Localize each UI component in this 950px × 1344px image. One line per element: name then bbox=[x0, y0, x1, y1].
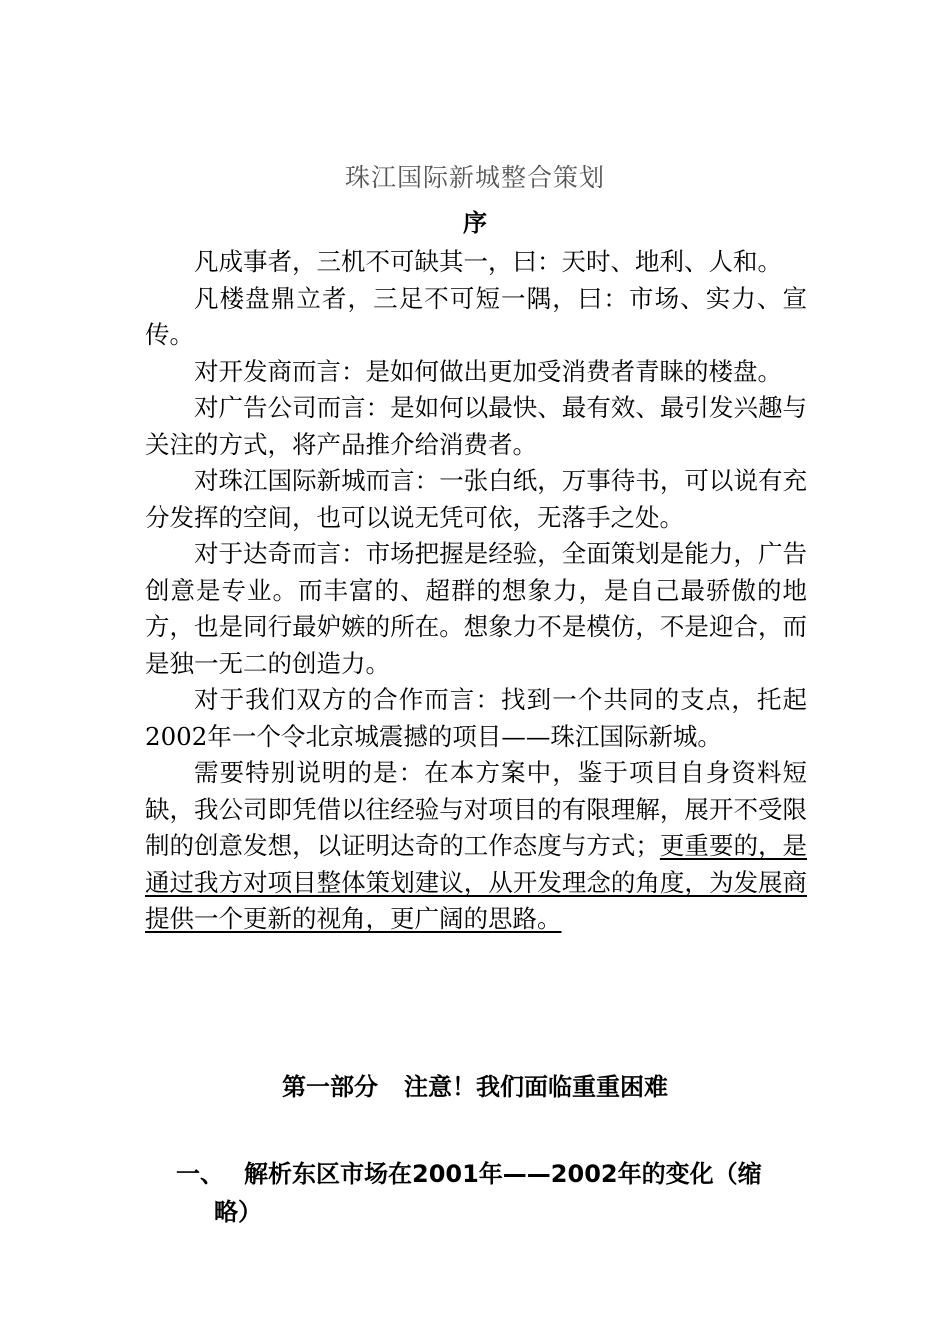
underlined-emphasis-text: 更重要的，是通过我方对项目整体策划建议，从开发理念的角度，为发展商提供一个更新的视角，更广阔的思路。 bbox=[145, 831, 808, 933]
paragraph: 凡楼盘鼎立者，三足不可短一隅，曰：市场、实力、宣传。 bbox=[145, 283, 807, 349]
closing-paragraph bbox=[145, 755, 807, 938]
part-heading-title: 注意！我们面临重重困难 bbox=[404, 1073, 668, 1101]
paragraph: 对于达奇而言：市场把握是经验，全面策划是能力，广告创意是专业。而丰富的、超群的想象力，是自己最骄傲的地方，也是同行最妒嫉的所在。想象力不是模仿，不是迎合，而是独一无二的创造力。 bbox=[145, 539, 807, 678]
preface-heading: 序 bbox=[463, 209, 487, 237]
paragraph: 对开发商而言：是如何做出更加受消费者青睐的楼盘。 bbox=[194, 356, 782, 386]
section-title-line1: 解析东区市场在2001年——2002年的变化（缩 bbox=[244, 1160, 762, 1188]
paragraph: 对于我们双方的合作而言：找到一个共同的支点，托起2002年一个令北京城震撼的项目——珠江国际新城。 bbox=[145, 685, 807, 751]
paragraph: 凡成事者，三机不可缺其一，曰：天时、地利、人和。 bbox=[194, 247, 782, 276]
section-heading bbox=[176, 1155, 810, 1231]
paragraph: 对珠江国际新城而言：一张白纸，万事待书，可以说有充分发挥的空间，也可以说无凭可依，无落手之处。 bbox=[145, 466, 807, 532]
closing-paragraph-text: 需要特别说明的是：在本方案中，鉴于项目自身资料短缺，我公司即凭借以往经验与对项目的有限理解，展开不受限制的创意发想，以证明达奇的工作态度与方式； bbox=[145, 758, 807, 860]
paragraph: 对广告公司而言：是如何以最快、最有效、最引发兴趣与关注的方式，将产品推介给消费者。 bbox=[145, 393, 807, 459]
part-heading-number: 第一部分 bbox=[282, 1073, 378, 1101]
document-title: 珠江国际新城整合策划 bbox=[344, 163, 605, 192]
part-heading bbox=[0, 1067, 950, 1102]
section-number: 一、 bbox=[176, 1160, 224, 1188]
preface-body bbox=[145, 244, 807, 938]
section-title-line2: 略） bbox=[214, 1198, 262, 1226]
